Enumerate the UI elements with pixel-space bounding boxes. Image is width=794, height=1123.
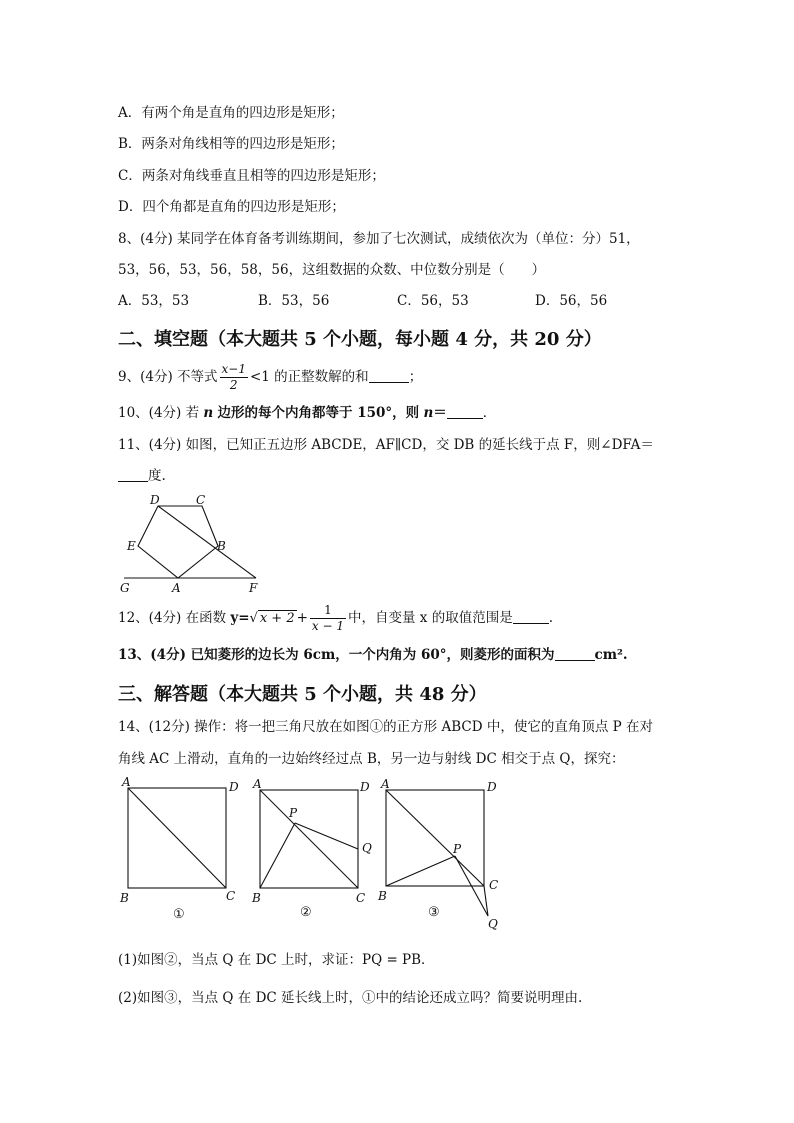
q12 xyxy=(118,600,553,637)
q10-eq: ＝ xyxy=(433,405,447,421)
pentagon-figure xyxy=(110,490,270,598)
q12-prefix: 12、(4分) 在函数 xyxy=(118,610,227,626)
label-d: D xyxy=(150,493,160,507)
q13 xyxy=(118,646,628,664)
q7-option-c: C．两条对角线垂直且相等的四边形是矩形； xyxy=(118,168,385,184)
q8-option-d: D．56，56 xyxy=(535,293,608,309)
label-b: B xyxy=(217,539,226,553)
q9-answer-blank[interactable] xyxy=(369,368,409,383)
q12-y: y= xyxy=(230,610,250,626)
q12-frac-den: x − 1 xyxy=(311,619,345,633)
fig2-diagonal xyxy=(260,790,358,888)
line-db-extended xyxy=(158,506,256,578)
q10-mid: 边形的每个内角都等于 150°，则 xyxy=(217,405,420,421)
q7-option-d: D．四个角都是直角的四边形是矩形； xyxy=(118,199,345,215)
q9-fraction xyxy=(220,362,248,393)
q7-option-b: B．两条对角线相等的四边形是矩形； xyxy=(118,136,344,152)
q11-end: 度. xyxy=(148,468,166,484)
fig2-label-b: B xyxy=(252,891,261,905)
q13-answer-blank[interactable] xyxy=(555,646,595,661)
pentagon-abcde xyxy=(138,506,218,578)
q8-option-c: C．56，53 xyxy=(397,293,469,309)
fig3-number: ③ xyxy=(428,905,440,920)
q10-prefix: 10、(4分) 若 xyxy=(118,405,200,421)
q9 xyxy=(118,360,422,394)
q14-stem-line2: 角线 AC 上滑动，直角的一边始终经过点 B，另一边与射线 DC 相交于点 Q，探究： xyxy=(118,751,625,767)
fig3-diagonal xyxy=(386,790,484,886)
label-c: C xyxy=(196,493,206,507)
fig3-label-q: Q xyxy=(488,917,498,931)
fig1-label-a: A xyxy=(122,775,131,789)
q14-stem-line1: 14、(12分) 操作：将一把三角尺放在如图①的正方形 ABCD 中，使它的直角顶点 P 在对 xyxy=(118,719,654,735)
fig3-label-a: A xyxy=(381,777,390,791)
fig2-number: ② xyxy=(300,905,312,920)
fig2-label-q: Q xyxy=(362,841,372,855)
q12-answer-blank[interactable] xyxy=(513,609,549,624)
q14-sub2: (2)如图③，当点 Q 在 DC 延长线上时，①中的结论还成立吗？简要说明理由. xyxy=(118,990,583,1006)
q13-text: 13、(4分) 已知菱形的边长为 6cm，一个内角为 60°，则菱形的面积为 xyxy=(118,647,555,663)
q10-n2: n xyxy=(423,405,434,421)
section3-title: 三、解答题（本大题共 5 个小题，共 48 分） xyxy=(118,684,487,705)
fig1-number: ① xyxy=(173,907,185,922)
q12-after: 中，自变量 x 的取值范围是 xyxy=(348,610,513,626)
q11-stem-line2 xyxy=(118,467,166,485)
q12-end: . xyxy=(548,610,554,626)
q9-after: <1 的正整数解的和 xyxy=(249,369,369,385)
fig1-label-b: B xyxy=(120,891,129,905)
label-a: A xyxy=(172,581,181,595)
fig1-diagonal xyxy=(128,788,226,888)
q10-n: n xyxy=(203,405,214,421)
q11-stem-line1: 11、(4分) 如图，已知正五边形 ABCDE，AF∥CD，交 DB 的延长线于点 F，则∠DFA＝ xyxy=(118,437,654,453)
fig2-label-c: C xyxy=(356,891,366,905)
fig3-label-d: D xyxy=(487,780,497,794)
q14-sub1: (1)如图②，当点 Q 在 DC 上时，求证：PQ = PB． xyxy=(118,952,435,968)
label-g: G xyxy=(120,581,130,595)
q10-answer-blank[interactable] xyxy=(447,404,483,419)
q10-end: ． xyxy=(482,405,497,421)
fig3-label-p: P xyxy=(453,842,462,856)
q8-option-a: A．53，53 xyxy=(118,293,190,309)
q9-frac-den: 2 xyxy=(229,378,238,392)
fig3-pb xyxy=(386,856,455,886)
fig3-label-b: B xyxy=(378,889,387,903)
q12-frac-num: 1 xyxy=(310,603,346,619)
q8-stem-line1: 8、(4分) 某同学在体育备考训练期间，参加了七次测试，成绩依次为（单位：分）51， xyxy=(118,231,640,247)
q7-option-a: A．有两个角是直角的四边形是矩形； xyxy=(118,105,344,121)
label-f: F xyxy=(249,581,258,595)
fig2-label-a: A xyxy=(253,777,262,791)
square-figures xyxy=(110,774,520,934)
q12-sqrt-inner: x + 2 xyxy=(259,611,295,626)
q9-prefix: 9、(4分) 不等式 xyxy=(118,369,218,385)
q8-option-b: B．53，56 xyxy=(258,293,330,309)
fig3-label-c: C xyxy=(489,878,499,892)
q11-answer-blank[interactable] xyxy=(118,467,148,482)
q12-plus: + xyxy=(296,610,308,626)
section2-title: 二、填空题（本大题共 5 个小题，每小题 4 分，共 20 分） xyxy=(118,329,602,350)
label-e: E xyxy=(127,539,136,553)
q9-frac-num: x−1 xyxy=(221,362,246,376)
q8-stem-line2: 53，56，53，56，58，56，这组数据的众数、中位数分别是（ ） xyxy=(118,262,546,278)
q9-end: ； xyxy=(408,369,423,385)
fig1-label-c: C xyxy=(226,889,236,903)
fig1-label-d: D xyxy=(229,780,239,794)
q10 xyxy=(118,404,496,422)
fig2-label-p: P xyxy=(289,806,298,820)
q13-unit: cm². xyxy=(594,647,628,663)
fig2-pb xyxy=(260,823,295,888)
fig2-label-d: D xyxy=(360,780,370,794)
q12-fraction xyxy=(310,603,346,634)
fig2-pq xyxy=(295,823,358,849)
q12-sqrt: √ x + 2 xyxy=(249,611,295,626)
